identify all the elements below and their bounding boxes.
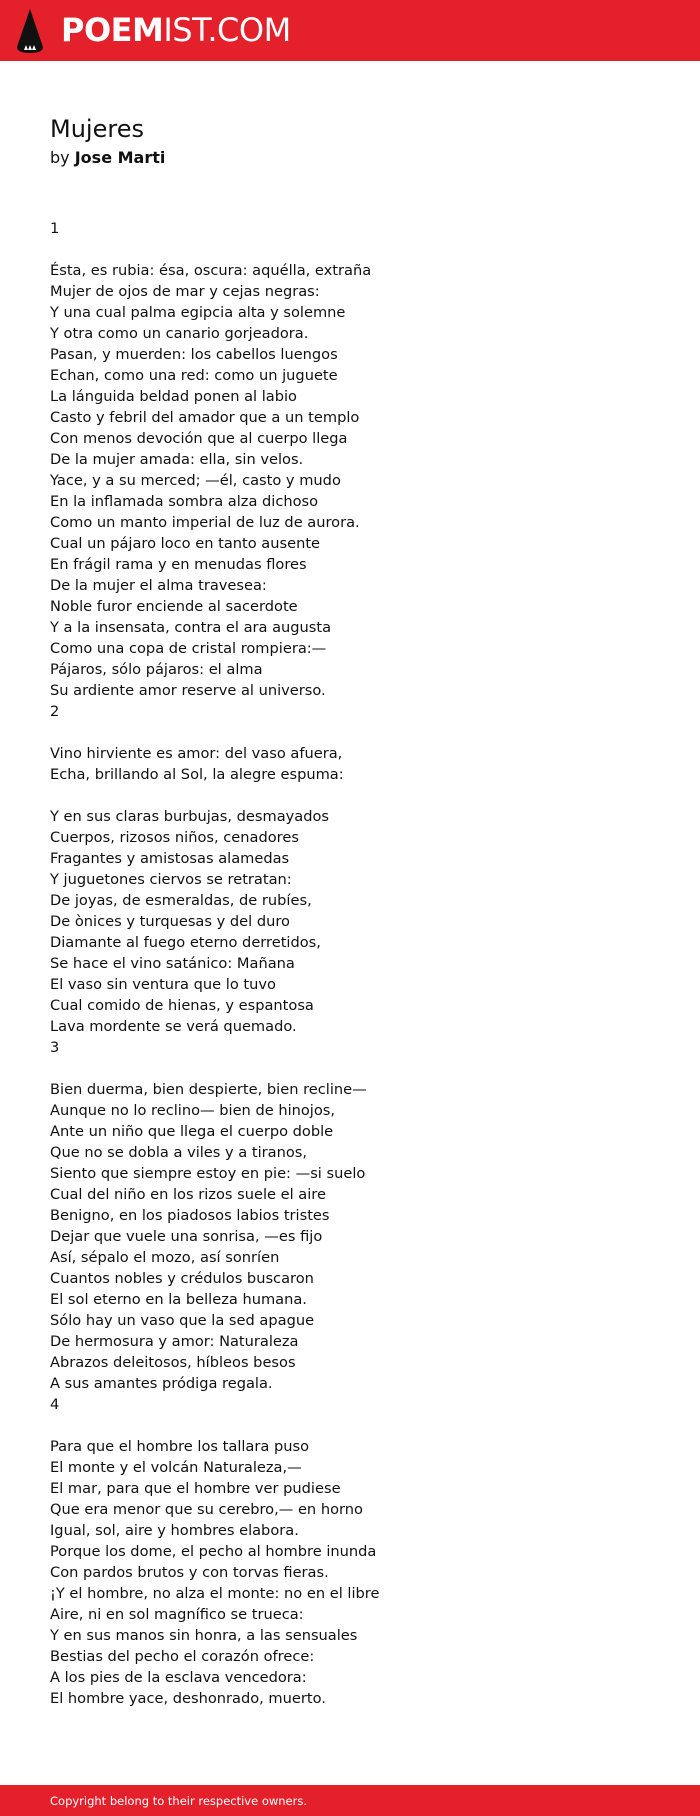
poem-line: Y a la insensata, contra el ara augusta bbox=[50, 619, 332, 636]
poem-line: Aire, ni en sol magnífico se trueca: bbox=[50, 1606, 304, 1623]
poem-line: Echa, brillando al Sol, la alegre espuma: bbox=[50, 766, 344, 783]
poem-line: Y otra como un canario gorjeadora. bbox=[50, 325, 309, 342]
poem-line: Noble furor enciende al sacerdote bbox=[50, 598, 298, 615]
poem-line: Sólo hay un vaso que la sed apague bbox=[50, 1312, 315, 1329]
poem-line: Bien duerma, bien despierte, bien recline— bbox=[50, 1081, 367, 1098]
poem-line: El monte y el volcán Naturaleza,— bbox=[50, 1459, 302, 1476]
poem-line: Y en sus claras burbujas, desmayados bbox=[50, 808, 330, 825]
poem-line: Echan, como una red: como un juguete bbox=[50, 367, 338, 384]
poem-line: Ésta, es rubia: ésa, oscura: aquélla, extraña bbox=[50, 262, 372, 279]
poem-line: En frágil rama y en menudas flores bbox=[50, 556, 307, 573]
poem-title: Mujeres bbox=[50, 115, 144, 143]
poem-line bbox=[50, 1058, 670, 1079]
poem-line: 1 bbox=[50, 220, 60, 237]
poem-line: Para que el hombre los tallara puso bbox=[50, 1438, 309, 1455]
pencil-logo-icon[interactable] bbox=[17, 9, 43, 53]
poem-line: Abrazos deleitosos, híbleos besos bbox=[50, 1354, 296, 1371]
poem-author: Jose Marti bbox=[74, 148, 166, 167]
poem-line: Como una copa de cristal rompiera:— bbox=[50, 640, 327, 657]
poem-line: Cuantos nobles y crédulos buscaron bbox=[50, 1270, 314, 1287]
poem-line: A los pies de la esclava vencedora: bbox=[50, 1669, 307, 1686]
poem-line: Pasan, y muerden: los cabellos luengos bbox=[50, 346, 338, 363]
poem-line: 4 bbox=[50, 1396, 60, 1413]
poem-line: 2 bbox=[50, 703, 60, 720]
poem-line: Vino hirviente es amor: del vaso afuera, bbox=[50, 745, 343, 762]
poem-line: Yace, y a su merced; —él, casto y mudo bbox=[50, 472, 341, 489]
poem-line: Lava mordente se verá quemado. bbox=[50, 1018, 297, 1035]
poem-line: Siento que siempre estoy en pie: —si suelo bbox=[50, 1165, 366, 1182]
poem-line: Que no se dobla a viles y a tiranos, bbox=[50, 1144, 308, 1161]
poem-line: Fragantes y amistosas alamedas bbox=[50, 850, 290, 867]
poem-line: De joyas, de esmeraldas, de rubíes, bbox=[50, 892, 312, 909]
poem-line: Así, sépalo el mozo, así sonríen bbox=[50, 1249, 280, 1266]
poem-line: Y juguetones ciervos se retratan: bbox=[50, 871, 292, 888]
poem-line: La lánguida beldad ponen al labio bbox=[50, 388, 297, 405]
poem-line: ¡Y el hombre, no alza el monte: no en el libre bbox=[50, 1585, 380, 1602]
poem-line: El mar, para que el hombre ver pudiese bbox=[50, 1480, 341, 1497]
byline-prefix: by bbox=[50, 148, 70, 167]
byline bbox=[50, 147, 165, 169]
logo-light-text: IST.COM bbox=[163, 11, 291, 49]
poem-line: En la inflamada sombra alza dichoso bbox=[50, 493, 319, 510]
poem-line: De la mujer el alma travesea: bbox=[50, 577, 267, 594]
poem-line: Casto y febril del amador que a un templo bbox=[50, 409, 360, 426]
poem-line: Su ardiente amor reserve al universo. bbox=[50, 682, 326, 699]
poem-line: Que era menor que su cerebro,— en horno bbox=[50, 1501, 363, 1518]
poem-line: Cual comido de hienas, y espantosa bbox=[50, 997, 314, 1014]
site-logo[interactable] bbox=[61, 11, 291, 49]
poem-line: Igual, sol, aire y hombres elabora. bbox=[50, 1522, 299, 1539]
poem-line: El sol eterno en la belleza humana. bbox=[50, 1291, 307, 1308]
poem-line: Ante un niño que llega el cuerpo doble bbox=[50, 1123, 334, 1140]
poem-line: Cual del niño en los rizos suele el aire bbox=[50, 1186, 326, 1203]
poem-line: De hermosura y amor: Naturaleza bbox=[50, 1333, 299, 1350]
poem-line: Porque los dome, el pecho al hombre inunda bbox=[50, 1543, 377, 1560]
poem-line: A sus amantes pródiga regala. bbox=[50, 1375, 273, 1392]
copyright-text: Copyright belong to their respective owners. bbox=[50, 1794, 308, 1808]
poem-line: El hombre yace, deshonrado, muerto. bbox=[50, 1690, 326, 1707]
poem-line: Pájaros, sólo pájaros: el alma bbox=[50, 661, 263, 678]
poem-line: Y una cual palma egipcia alta y solemne bbox=[50, 304, 346, 321]
poem-line: Bestias del pecho el corazón ofrece: bbox=[50, 1648, 315, 1665]
poem-line: Cuerpos, rizosos niños, cenadores bbox=[50, 829, 299, 846]
poem-line bbox=[50, 239, 670, 260]
poem-line bbox=[50, 1415, 670, 1436]
poem-line: De la mujer amada: ella, sin velos. bbox=[50, 451, 304, 468]
poem-line: Y en sus manos sin honra, a las sensuales bbox=[50, 1627, 358, 1644]
poem-line: Benigno, en los piadosos labios tristes bbox=[50, 1207, 330, 1224]
site-header bbox=[0, 0, 700, 61]
poem-line bbox=[50, 785, 670, 806]
poem-line: El vaso sin ventura que lo tuvo bbox=[50, 976, 276, 993]
logo-bold-text: POEM bbox=[61, 11, 164, 49]
poem-line bbox=[50, 722, 670, 743]
poem-line: Se hace el vino satánico: Mañana bbox=[50, 955, 295, 972]
poem-line: 3 bbox=[50, 1039, 60, 1056]
poem-line: De ònices y turquesas y del duro bbox=[50, 913, 290, 930]
poem-line: Dejar que vuele una sonrisa, —es fijo bbox=[50, 1228, 323, 1245]
poem-line: Aunque no lo reclino— bien de hinojos, bbox=[50, 1102, 336, 1119]
poem-line: Con pardos brutos y con torvas fieras. bbox=[50, 1564, 329, 1581]
poem-line: Diamante al fuego eterno derretidos, bbox=[50, 934, 321, 951]
poem-line: Mujer de ojos de mar y cejas negras: bbox=[50, 283, 320, 300]
poem-body bbox=[50, 218, 670, 1709]
site-footer bbox=[0, 1785, 700, 1816]
poem-line: Como un manto imperial de luz de aurora. bbox=[50, 514, 360, 531]
poem-line: Con menos devoción que al cuerpo llega bbox=[50, 430, 348, 447]
poem-line: Cual un pájaro loco en tanto ausente bbox=[50, 535, 321, 552]
